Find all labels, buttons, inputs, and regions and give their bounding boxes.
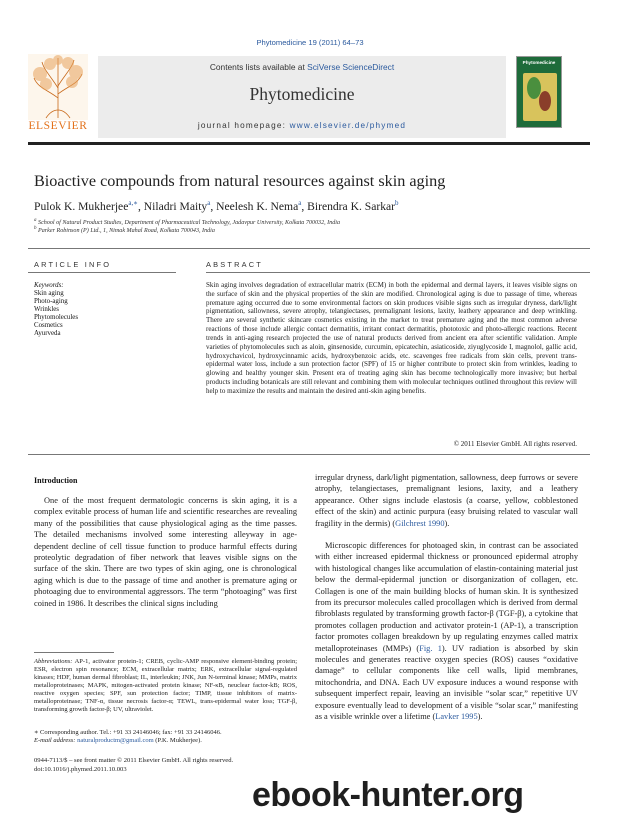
cover-title: Phytomedicine (522, 60, 556, 65)
citation-link[interactable]: Gilchrest 1990 (395, 518, 445, 528)
keyword: Phytomolecules (34, 314, 79, 321)
watermark: ebook-hunter.org (252, 776, 524, 814)
author-name[interactable]: Neelesh K. Nema (216, 199, 299, 213)
email-link[interactable]: naturalproductm@gmail.com (77, 737, 154, 744)
affiliation-mark: a (34, 218, 37, 223)
abbreviations-text: AP-1, activator protein-1; CREB, cyclic-AMP responsive element-binding protein; ESR, electron spin resonance; ECM, extracellular matrix; ERK, extracellular signal-regulated kinases; HDF, human dermal fibroblast; IL, interleukin; JNK, Jun N-terminal kinase; MMPs, matrix metalloproteinases; MAPK, mitogen-activated protein kinase; NF-κB, neuclear factor-kB; ROS, reactive oxygen species; SPF, sun protection factor; TIMP, tissue inhibitors of matrix-metalloproteinase; TNF-α, tissue necrosis factor-α; TEWL, trans-epidermal water loss; TGF-β, transforming growth factor-β; UV, ultraviolet. (34, 658, 297, 713)
journal-homepage (98, 121, 506, 130)
journal-masthead (98, 56, 506, 138)
email-suffix: (P.K. Mukherjee). (153, 737, 202, 744)
paragraph-text: irregular dryness, dark/light pigmentation, sallowness, deep furrows or severe atrophy, telangiectases, premalignant lesions, laxity, and a leathery appearance. Other signs include elastosis (a coarse, yellow, cobblestoned effect of the skin) and actinic purpura (easy bruising related to vascular wall fragility in the dermis) ( (315, 473, 578, 528)
elsevier-tree-icon (28, 54, 88, 120)
elsevier-wordmark: ELSEVIER (28, 120, 88, 132)
keywords-label: Keywords: (34, 282, 64, 289)
author-marks[interactable]: a (298, 199, 302, 207)
elsevier-logo (28, 54, 88, 134)
author-list: Pulok K. Mukherjee$^{a,∗}$, Niladri Maity$^a$, Neelesh K. Nema$^a$, Birendra K. Sarkar$^b$ (34, 199, 399, 213)
journal-citation[interactable]: Phytomedicine 19 (2011) 64–73 (256, 38, 364, 47)
intro-paragraph-col2-2 (315, 540, 578, 723)
email-footnote (34, 737, 297, 744)
paragraph-text: ). (444, 518, 450, 528)
journal-name: Phytomedicine (249, 84, 355, 104)
email-label: E-mail address: (34, 737, 78, 744)
contents-line (98, 62, 506, 72)
affiliation-text: Parker Robinson (P) Ltd., 1, Nimak Mahal Road, Kolkata 700043, India (38, 228, 215, 235)
corresponding-author: ∗ Corresponding author. Tel.: +91 33 24146046; fax: +91 33 24146046. (34, 729, 222, 736)
author-name[interactable]: Pulok K. Mukherjee (34, 199, 129, 213)
author-name[interactable]: Birendra K. Sarkar (307, 199, 396, 213)
figure-link[interactable]: Fig. 1 (419, 643, 442, 653)
paragraph-text: ). (477, 712, 483, 722)
homepage-link[interactable]: www.elsevier.de/phymed (289, 121, 407, 130)
cover-leaf-b (539, 91, 551, 111)
sciverse-link[interactable]: SciVerse ScienceDirect (307, 62, 395, 72)
paragraph-text: Microscopic differences for photoaged skin, in contrast can be associated with either increased epidermal thickness or pronounced epidermal atrophy with histological changes like accumulation of elastin-containing material just below the dermal-epidermal junction or disorganization of collagen, etc. Collagen is one of the main building blocks of human skin. It is synthesized from its precursor molecules called procollagen which is derived from dermal fibroblasts regulated by transforming growth factor-β (TGF-β), a cytokine that promotes collagen production and activator protein-1 (AP-1), a transcription factor promotes collagen breakdown by up regulating enzymes called matrix metalloproteinases (MMPs) ( (315, 541, 578, 653)
footnote-rule (34, 652, 114, 653)
intro-paragraph-col2-1 (315, 472, 578, 529)
keyword: Wrinkles (34, 306, 59, 313)
keyword: Photo-aging (34, 298, 68, 305)
section-rule (28, 248, 590, 249)
article-title: Bioactive compounds from natural resources against skin aging (34, 172, 446, 190)
abbreviations-label: Abbreviations: (34, 658, 73, 665)
introduction-heading: Introduction (34, 476, 78, 485)
affiliation-b (34, 226, 215, 234)
keyword: Skin aging (34, 290, 64, 297)
affiliation-text: School of Natural Product Studies, Department of Pharmaceutical Technology, Jadavpur University, Kolkata 700032, India (38, 220, 341, 227)
issn-line: 0944-7113/$ – see front matter © 2011 Elsevier GmbH. All rights reserved. (34, 757, 234, 764)
author-name[interactable]: Niladri Maity (143, 199, 208, 213)
homepage-prefix: journal homepage: (197, 121, 290, 130)
journal-cover-image (516, 56, 562, 128)
abstract-heading: ABSTRACT (206, 260, 264, 269)
intro-paragraph-1: One of the most frequent dermatologic concerns is skin aging, it is a complex evitable process of human life and scientific researches are revealing many of the possibilities that cause physiological aging as the time passes. The detailed mechanisms involved some interesting alleyway in age-dependent decline of cell tissue function to produce harmful effects during proteolytic degradation of fiber network that leaves visible signs on the surface of the skin. There are two types of skin aging, one is chronological aging which is due to the passage of time and another is premature aging or photoaging due to environmental aggressors. The term “photoaging” was first coined in 1986. It describes the clinical signs including (34, 496, 297, 608)
author-marks[interactable]: a (207, 199, 211, 207)
abstract-copyright: © 2011 Elsevier GmbH. All rights reserved. (453, 440, 577, 448)
affiliation-mark: b (34, 226, 37, 231)
author-marks[interactable]: a,∗ (128, 199, 138, 207)
contents-prefix: Contents lists available at (209, 62, 308, 72)
article-info-rule (28, 272, 176, 273)
citation-link[interactable]: Lavker 1995 (435, 712, 478, 722)
keyword: Ayurveda (34, 330, 61, 337)
abstract-rule (206, 272, 590, 273)
author-marks[interactable]: b (395, 199, 399, 207)
header-rule (28, 142, 590, 145)
abstract-text: Skin aging involves degradation of extracellular matrix (ECM) in both the epidermal and dermal layers, it leaves visible signs on the surface of skin and the physical properties of the skin are modified. Chronological aging is due to passage of time, whereas premature aging occurred due to some environmental factors on skin produces visible signs such as irregular dryness, dark/light pigmentation, sallowness, severe atrophy, telangiectases, premalignant lesions, laxity, leathery appearance and deep wrinkling. There are several synthetic skincare cosmetics existing in the market to treat premature aging and the most common adverse reactions of those include allergic contact dermatitis, irritant contact dermatitis, phototoxic and photo-allergic reactions. Recent trends in anti-aging research projected the use of natural products derived from ancient era after scientific validation. Ample varieties of phytomolecules such as aloin, ginsenoside, curcumin, epicatechin, asiaticoside, ziyuglycoside I, magnolol, gallic acid, hydroxychavicol, hydroxycinnamic acids, hydroxybenzoic acids, etc. scavenges free radicals from skin cells, prevent trans-epidermal water loss, include a sun protection factor (SPF) of 15 or higher contribute to protect skin from wrinkles, leading to glowing and healthy younger skin. Present era of treating aging skin has become technologically more invasive; but herbal products including botanicals are still relevant and combining them with molecular techniques outlined throughout this review will help to maximize the results and maintain the desired anti-skin aging benefits. (206, 281, 577, 395)
abbreviations-footnote (34, 658, 297, 714)
affiliation-a (34, 218, 340, 226)
keyword: Cosmetics (34, 322, 63, 329)
paragraph-text: ). UV radiation is absorbed by skin molecules and generates reactive oxygen species (ROS) causes “oxidative damage” to cellular components like cell walls, lipid membranes, mitochondria, and DNA. Each UV exposure induces a wound response with subsequent imperfect repair, leaving an invisible “solar scar,” repetitive UV exposure eventually lead to development of a visible “solar scar,” manifesting as a visible wrinkle over a lifetime ( (315, 643, 578, 722)
abstract-end-rule (28, 454, 590, 455)
article-info-heading: ARTICLE INFO (34, 260, 112, 269)
doi-link[interactable]: doi:10.1016/j.phymed.2011.10.003 (34, 766, 127, 773)
